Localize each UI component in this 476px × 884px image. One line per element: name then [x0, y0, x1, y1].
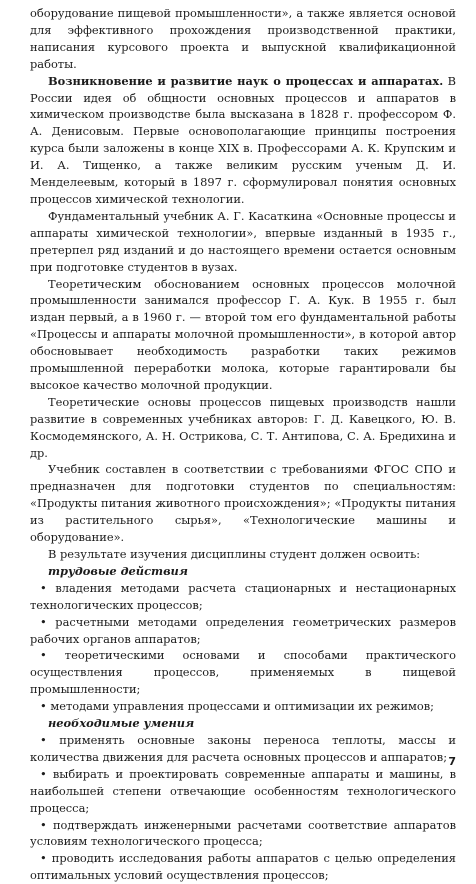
list-item: • методами управления процессами и оптимизации их режимов; — [40, 699, 435, 714]
paragraph-kasatkin: Фундаментальный учебник А. Г. Касаткина «Основные процессы и аппараты химической технологии», впервые изданный в 1935 г., претерпел ряд изданий и до настоящего времени остается основным при подготовке студентов в вузах. — [30, 208, 456, 274]
subheading-labor-actions: трудовые действия — [48, 563, 188, 578]
subheading-required-abilities: необходимые умения — [48, 716, 195, 731]
list-item: • проводить исследования работы аппаратов с целью определения оптимальных условий осуществления процессов; — [30, 851, 456, 883]
paragraph-kuk: Теоретическим обоснованием основных процессов молочной промышленности занимался профессор Г. А. Кук. В 1955 г. был издан первый, а в 1960 г. — второй том его фундаментальной работы «Процессы и аппараты молочной промышленности», в которой автор обосновывает необходимость разработки таких режимов промышленной переработки молока, которые гарантировали бы высокое качество молочной продукции. — [30, 276, 456, 392]
list-item: • подтверждать инженерными расчетами соответствие аппаратов условиям технологического процесса; — [30, 817, 456, 849]
list-item: • теоретическими основами и способами практического осуществления процессов, применяемых в пищевой промышленности; — [30, 648, 456, 697]
inline-heading: Возникновение и развитие наук о процессах и аппаратах. — [48, 73, 444, 88]
paragraph-intro-continuation: оборудование пищевой промышленности», а также является основой для эффективного прохождения производственной практики, написания курсового проекта и выпускной квалификационной работы. — [30, 6, 456, 71]
list-item: • применять основные законы переноса теплоты, массы и количества движения для расчета основных процессов и аппаратов; — [30, 732, 456, 764]
paragraph-learning-outcomes: В результате изучения дисциплины студент должен освоить: — [48, 547, 421, 561]
paragraph-standard: Учебник составлен в соответствии с требованиями ФГОС СПО и предназначен для подготовки студентов по специальностям: «Продукты питания животного происхождения»; «Продукты питания из растительного сырья», «Технологические машины и оборудование». — [30, 462, 456, 545]
paragraph-modern-textbooks: Теоретические основы процессов пищевых производств нашли развитие в современных учебниках авторов: Г. Д. Кавецкого, Ю. В. Космодемянского, А. Н. Острикова, С. Т. Антипова, С. А. Бредихина и др. — [30, 394, 456, 460]
body-text — [30, 5, 456, 884]
list-item: • выбирать и проектировать современные аппараты и машины, в наибольшей степени отвечающие особенностям технологического процесса; — [30, 766, 456, 815]
paragraph-history-text: В России идея об общности основных процессов и аппаратов в химическом производстве была высказана в 1828 г. профессором Ф. А. Денисовым. Первые основополагающие принципы построения курса были заложены в конце XIX в. Профессорами А. К. Крупским и И. А. Тищенко, а также великим русским ученым Д. И. Менделеевым, который в 1897 г. сформулировал понятия основных процессов химической технологии. — [30, 73, 457, 206]
list-item: • расчетными методами определения геометрических размеров рабочих органов аппаратов; — [30, 614, 456, 646]
list-item: • владения методами расчета стационарных и нестационарных технологических процессов; — [30, 580, 456, 612]
page-number: 7 — [448, 755, 456, 768]
paragraph-history — [30, 73, 456, 208]
